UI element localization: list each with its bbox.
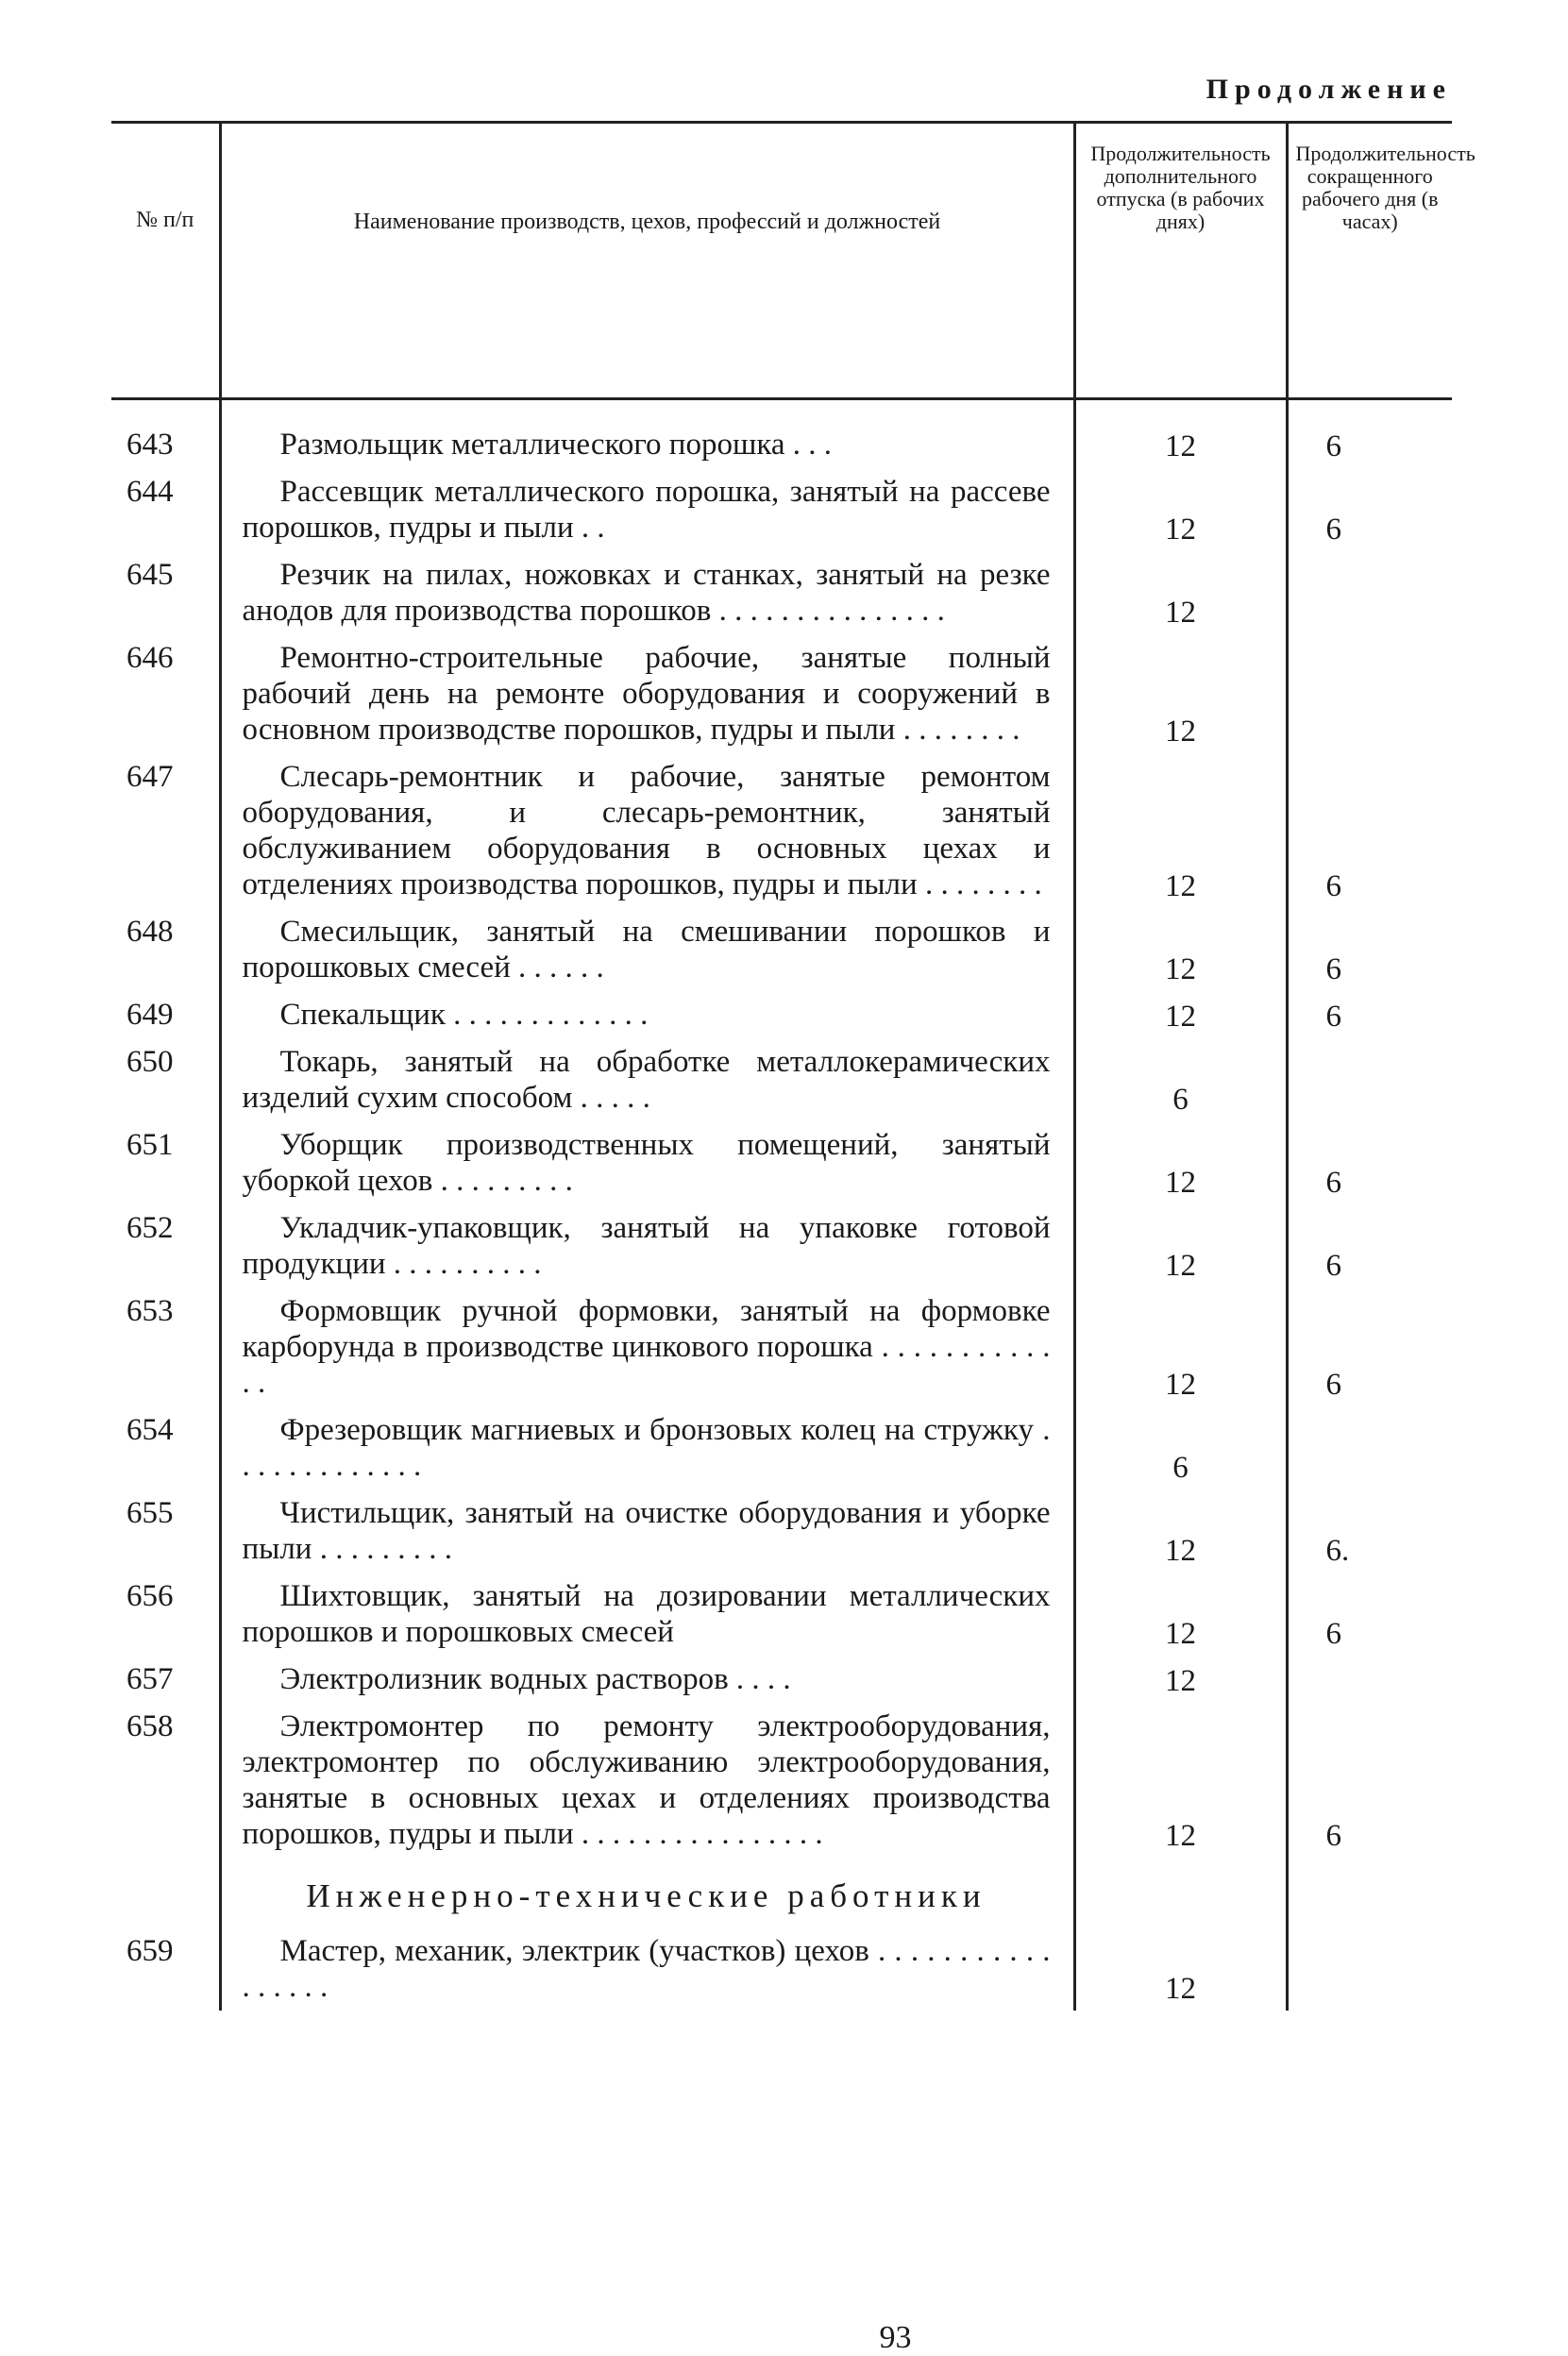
table-row [111,468,1452,551]
table-row [111,1406,1452,1489]
table-row [111,1489,1452,1573]
row-workday-hours: 6 [1325,869,1341,903]
table-row [111,753,1452,908]
row-name: Рассевщик металлического порошка, занятый на рассеве порошков, пудры и пыли . . [242,475,1051,545]
row-name: Формовщик ручной формовки, занятый на формовке карборунда в производстве цинкового порошка . . . . . . . . . . . . . [242,1294,1051,1400]
table-header-row [111,123,1452,399]
row-number: 648 [126,915,174,949]
row-number: 654 [126,1413,174,1447]
row-name: Укладчик-упаковщик, занятый на упаковке готовой продукции . . . . . . . . . . [242,1211,1051,1281]
row-vacation-days: 12 [1165,1617,1196,1651]
row-number: 646 [126,641,174,675]
section-title: Инженерно-технические работники [220,1858,1074,1927]
row-workday-hours: 6 [1325,1617,1341,1651]
row-number: 647 [126,760,174,794]
row-vacation-days: 12 [1165,1819,1196,1853]
row-vacation-days: 12 [1165,1368,1196,1402]
table-row [111,399,1452,469]
row-name: Токарь, занятый на обработке металлокерамических изделий сухим способом . . . . . [242,1045,1051,1115]
row-vacation-days: 12 [1165,429,1196,463]
row-name: Электролизник водных растворов . . . . [279,1662,791,1696]
row-vacation-days: 12 [1165,869,1196,903]
header-name: Наименование производств, цехов, профессий и должностей [220,123,1074,399]
row-workday-hours: 6 [1325,1166,1341,1200]
row-vacation-days: 12 [1165,1534,1196,1568]
row-number: 656 [126,1579,174,1613]
row-number: 652 [126,1211,174,1245]
row-name: Электромонтер по ремонту электрооборудования, электромонтер по обслуживанию электрооборудования, занятые в основных цехах и отделениях производства порошков, пудры и пыли . . . . . . . . . . . . . . . . [242,1709,1051,1851]
row-vacation-days: 12 [1165,1972,1196,2006]
professions-table [111,121,1475,2011]
row-workday-hours: 6 [1325,952,1341,986]
table-row [111,1204,1452,1287]
row-workday-hours: 6 [1325,513,1341,547]
row-number: 659 [126,1934,174,1968]
row-vacation-days: 12 [1165,1166,1196,1200]
table-row [111,634,1452,753]
row-name: Чистильщик, занятый на очистке оборудования и уборке пыли . . . . . . . . . [242,1496,1051,1566]
row-workday-hours: 6. [1325,1534,1350,1568]
row-number: 658 [126,1709,174,1743]
row-name: Размольщик металлического порошка . . . [279,428,833,462]
row-workday-hours: 6 [1325,429,1341,463]
row-number: 651 [126,1128,174,1162]
header-number: № п/п [111,123,220,399]
row-name: Смесильщик, занятый на смешивании порошков и порошковых смесей . . . . . . [242,915,1051,984]
continuation-label: Продолжение [1206,74,1452,105]
row-vacation-days: 12 [1165,513,1196,547]
row-number: 653 [126,1294,174,1328]
table-row [111,1287,1452,1406]
row-workday-hours: 6 [1325,1000,1341,1034]
row-name: Уборщик производственных помещений, занятый уборкой цехов . . . . . . . . . [242,1128,1051,1198]
table-row [111,1121,1452,1204]
table-row [111,551,1452,634]
row-name: Спекальщик . . . . . . . . . . . . . [279,998,649,1032]
row-number: 655 [126,1496,174,1530]
table-row [111,1703,1452,1858]
row-name: Слесарь-ремонтник и рабочие, занятые ремонтом оборудования, и слесарь-ремонтник, занятый обслуживанием оборудования в основных цехах и отделениях производства порошков, пудры и пыли . . . . . . . . [242,760,1051,901]
row-name: Фрезеровщик магниевых и бронзовых колец на стружку . . . . . . . . . . . . . [242,1413,1051,1483]
row-vacation-days: 12 [1165,952,1196,986]
row-name: Резчик на пилах, ножовках и станках, занятый на резке анодов для производства порошков . . . . . . . . . . . . . . . [242,558,1051,628]
row-vacation-days: 12 [1165,1664,1196,1698]
row-number: 644 [126,475,174,509]
row-number: 649 [126,998,174,1032]
table-row [111,1927,1452,2011]
row-name: Мастер, механик, электрик (участков) цехов . . . . . . . . . . . . . . . . . [242,1934,1051,2004]
row-vacation-days: 12 [1165,715,1196,749]
table-row [111,991,1452,1038]
row-name: Ремонтно-строительные рабочие, занятые полный рабочий день на ремонте оборудования и сооружений в основном производстве порошков, пудры и пыли . . . . . . . . [242,641,1051,747]
row-number: 650 [126,1045,174,1079]
row-vacation-days: 12 [1165,1249,1196,1283]
row-workday-hours: 6 [1325,1819,1341,1853]
row-vacation-days: 12 [1165,1000,1196,1034]
row-name: Шихтовщик, занятый на дозировании металлических порошков и порошковых смесей [242,1579,1051,1649]
table-row [111,1573,1452,1656]
table-row [111,908,1452,991]
table-row [111,1656,1452,1703]
section-heading-row [111,1858,1452,1927]
row-number: 643 [126,428,174,462]
page-number: 93 [879,2320,912,2355]
row-vacation-days: 6 [1172,1083,1189,1117]
table-row [111,1038,1452,1121]
table-body [111,399,1452,2011]
row-number: 645 [126,558,174,592]
row-workday-hours: 6 [1325,1249,1341,1283]
row-number: 657 [126,1662,174,1696]
header-vacation: Продолжительность дополнительного отпуска (в рабочих днях) [1074,123,1287,399]
row-vacation-days: 12 [1165,596,1196,630]
row-vacation-days: 6 [1172,1451,1189,1485]
row-workday-hours: 6 [1325,1368,1341,1402]
header-workday: Продолжительность сокращенного рабочего дня (в часах) [1287,123,1452,399]
